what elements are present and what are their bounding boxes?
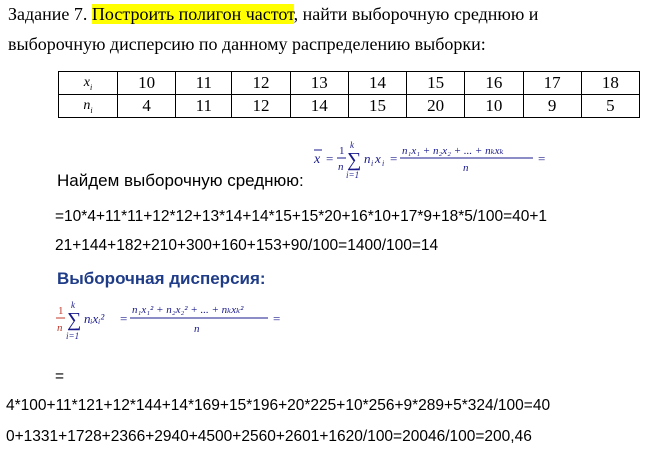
mean-one: 1: [339, 145, 345, 157]
x-cell: 18: [581, 72, 639, 95]
mean-term-x: x: [375, 151, 381, 166]
mean-calc-line-2: 21+144+182+210+300+160+153+90/100=1400/100=14: [55, 237, 439, 254]
svg-text:∑: ∑: [67, 309, 82, 331]
variance-calc-line-2: 0+1331+1728+2366+2940+4500+2560+2601+1620/100=20046/100=200,46: [6, 428, 532, 445]
distribution-table: [58, 71, 640, 118]
variance-heading: Выборочная дисперсия:: [57, 269, 266, 288]
variance-denominator: n: [194, 323, 200, 335]
n-row-header: [59, 95, 118, 118]
variance-numerator: n₁x₁² + n₂x₂² + ... + nₖxₖ²: [132, 304, 244, 316]
task-rest: , найти выборочную среднюю и: [293, 4, 539, 24]
variance-one: 1: [58, 305, 64, 317]
task-highlight: Построить полигон частот: [91, 4, 294, 24]
task-prefix: Задание 7.: [8, 4, 92, 24]
n-cell: 12: [232, 95, 290, 118]
n-cell: 10: [465, 95, 523, 118]
mean-i1: i=1: [346, 170, 360, 180]
x-cell: 13: [290, 72, 348, 95]
mean-calc-line-1: =10*4+11*11+12*12+13*14+14*15+15*20+16*10+17*9+18*5/100=40+1: [55, 208, 548, 225]
n-cell: 15: [348, 95, 406, 118]
x-row: [59, 72, 640, 95]
n-cell: 14: [290, 95, 348, 118]
x-cell: 17: [523, 72, 581, 95]
mean-term-x-sub: i: [382, 159, 385, 168]
n-row: [59, 95, 640, 118]
variance-equals-sign: =: [55, 368, 65, 385]
n-cell: 11: [176, 95, 232, 118]
x-cell: 16: [465, 72, 523, 95]
variance-calc-line-1: 4*100+11*121+12*144+14*169+15*196+20*225+10*256+9*289+5*324/100=40: [6, 397, 551, 414]
mean-formula: [308, 136, 558, 184]
mean-tail: =: [538, 151, 546, 166]
mean-lhs: x: [314, 152, 321, 167]
x-sub: i: [89, 82, 93, 92]
task-title-line: [8, 4, 538, 25]
x-cell: 10: [118, 72, 176, 95]
task-second-line: выборочную дисперсию по данному распределению выборки:: [8, 34, 486, 54]
x-cell: 11: [176, 72, 232, 95]
x-cell: 15: [407, 72, 465, 95]
variance-tail: =: [273, 311, 281, 326]
n-cell: 9: [523, 95, 581, 118]
svg-text:∑: ∑: [347, 149, 362, 171]
variance-formula: [54, 296, 294, 348]
mean-term-n: n: [364, 151, 371, 166]
variance-term: nᵢxᵢ²: [84, 311, 105, 326]
n-cell: 4: [118, 95, 176, 118]
n-sub: i: [90, 105, 93, 115]
x-cell: 12: [232, 72, 290, 95]
variance-k: k: [71, 300, 75, 310]
mean-denominator: n: [463, 162, 469, 174]
svg-text:=: =: [390, 151, 398, 166]
mean-heading: Найдем выборочную среднюю:: [57, 171, 304, 190]
x-row-header: [59, 72, 118, 95]
n-cell: 20: [407, 95, 465, 118]
variance-n: n: [57, 322, 63, 334]
mean-n: n: [338, 161, 344, 173]
n-cell: 5: [581, 95, 639, 118]
n-label: n: [83, 97, 91, 113]
x-label: x: [83, 74, 90, 90]
mean-eq: =: [326, 151, 334, 166]
mean-term-n-sub: i: [371, 159, 374, 168]
variance-eq: =: [120, 311, 128, 326]
variance-i1: i=1: [66, 331, 80, 341]
x-cell: 14: [348, 72, 406, 95]
mean-k: k: [350, 140, 354, 150]
mean-numerator: n₁x₁ + n₂x₂ + ... + nₖxₖ: [402, 145, 504, 157]
